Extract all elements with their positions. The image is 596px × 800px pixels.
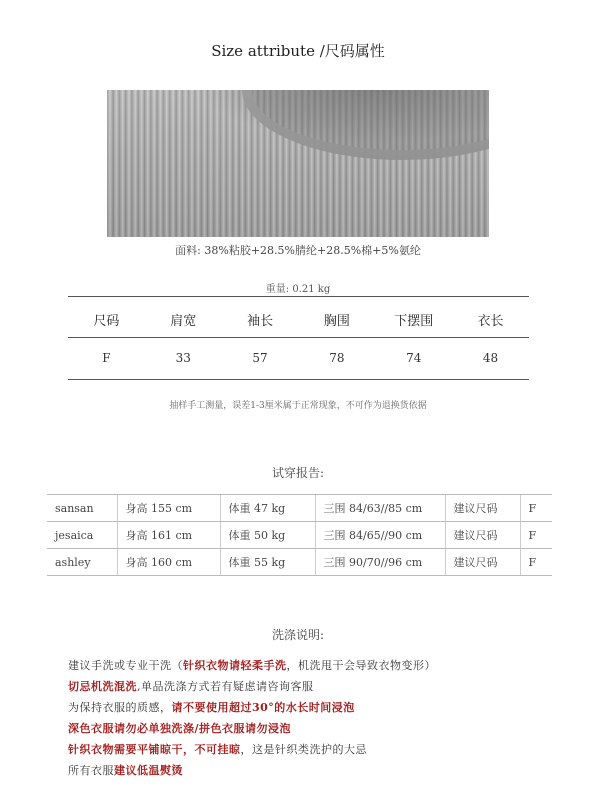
size-header-cell: 肩宽 bbox=[170, 314, 197, 329]
size-header-cell: 下摆围 bbox=[394, 314, 434, 329]
trial-report-title: 试穿报告: bbox=[271, 466, 325, 480]
wash-line: 建议手洗或专业干洗（针织衣物请轻柔手洗，机洗甩干会导致衣物变形） bbox=[68, 659, 436, 672]
wash-line: 为保持衣服的质感，请不要使用超过30°的水长时间浸泡 bbox=[68, 701, 355, 714]
measurement-note: 抽样手工测量，误差1-3厘米属于正常现象，不可作为退换货依据 bbox=[169, 401, 427, 411]
washing-instructions-title: 洗涤说明: bbox=[271, 628, 325, 642]
wash-line: 深色衣服请勿必单独洗涤/拼色衣服请勿浸泡 bbox=[68, 722, 292, 735]
table-row bbox=[47, 495, 552, 522]
suggested-size: F bbox=[520, 522, 552, 549]
size-table-bottom-rule bbox=[68, 379, 529, 380]
table-row bbox=[47, 522, 552, 549]
size-table-header bbox=[68, 310, 529, 329]
model-weight: 体重 55 kg bbox=[220, 549, 315, 576]
size-cell: 78 bbox=[329, 351, 345, 365]
size-cell: F bbox=[102, 351, 111, 365]
model-height: 身高 155 cm bbox=[117, 495, 220, 522]
wash-line: 针织衣物需要平铺晾干，不可挂晾，这是针织类洗护的大忌 bbox=[68, 743, 367, 756]
size-cell: 48 bbox=[482, 351, 499, 365]
size-cell: 57 bbox=[252, 351, 268, 365]
trial-report-table bbox=[47, 494, 552, 576]
model-name: sansan bbox=[47, 495, 117, 522]
suggested-size-label: 建议尺码 bbox=[445, 495, 520, 522]
model-height: 身高 160 cm bbox=[117, 549, 220, 576]
suggested-size-label: 建议尺码 bbox=[445, 549, 520, 576]
size-header-cell: 袖长 bbox=[247, 314, 274, 329]
suggested-size: F bbox=[520, 549, 552, 576]
model-weight: 体重 50 kg bbox=[220, 522, 315, 549]
model-weight: 体重 47 kg bbox=[220, 495, 315, 522]
size-header-cell: 衣长 bbox=[477, 314, 504, 329]
model-measurements: 三围 90/70//96 cm bbox=[315, 549, 445, 576]
wash-line: 所有衣服建议低温熨烫 bbox=[68, 764, 183, 777]
model-measurements: 三围 84/65//90 cm bbox=[315, 522, 445, 549]
weight-label: 重量: 0.21 kg bbox=[265, 284, 331, 295]
size-cell: 33 bbox=[175, 351, 191, 365]
table-row bbox=[47, 549, 552, 576]
size-table-mid-rule bbox=[68, 337, 529, 338]
page-title: Size attribute /尺码属性 bbox=[211, 42, 385, 60]
size-cell: 74 bbox=[406, 351, 422, 365]
wash-line: 切忌机洗混洗,单品洗涤方式若有疑虑请咨询客服 bbox=[68, 680, 314, 693]
model-name: ashley bbox=[47, 549, 117, 576]
size-table-top-rule bbox=[68, 296, 529, 297]
size-header-cell: 尺码 bbox=[93, 314, 120, 329]
model-height: 身高 161 cm bbox=[117, 522, 220, 549]
size-header-cell: 胸围 bbox=[323, 314, 350, 329]
fabric-composition: 面料: 38%粘胶+28.5%腈纶+28.5%棉+5%氨纶 bbox=[175, 244, 421, 257]
size-table-row bbox=[68, 351, 529, 365]
model-measurements: 三围 84/63//85 cm bbox=[315, 495, 445, 522]
fabric-closeup-image bbox=[107, 90, 489, 237]
suggested-size: F bbox=[520, 495, 552, 522]
model-name: jesaica bbox=[47, 522, 117, 549]
suggested-size-label: 建议尺码 bbox=[445, 522, 520, 549]
